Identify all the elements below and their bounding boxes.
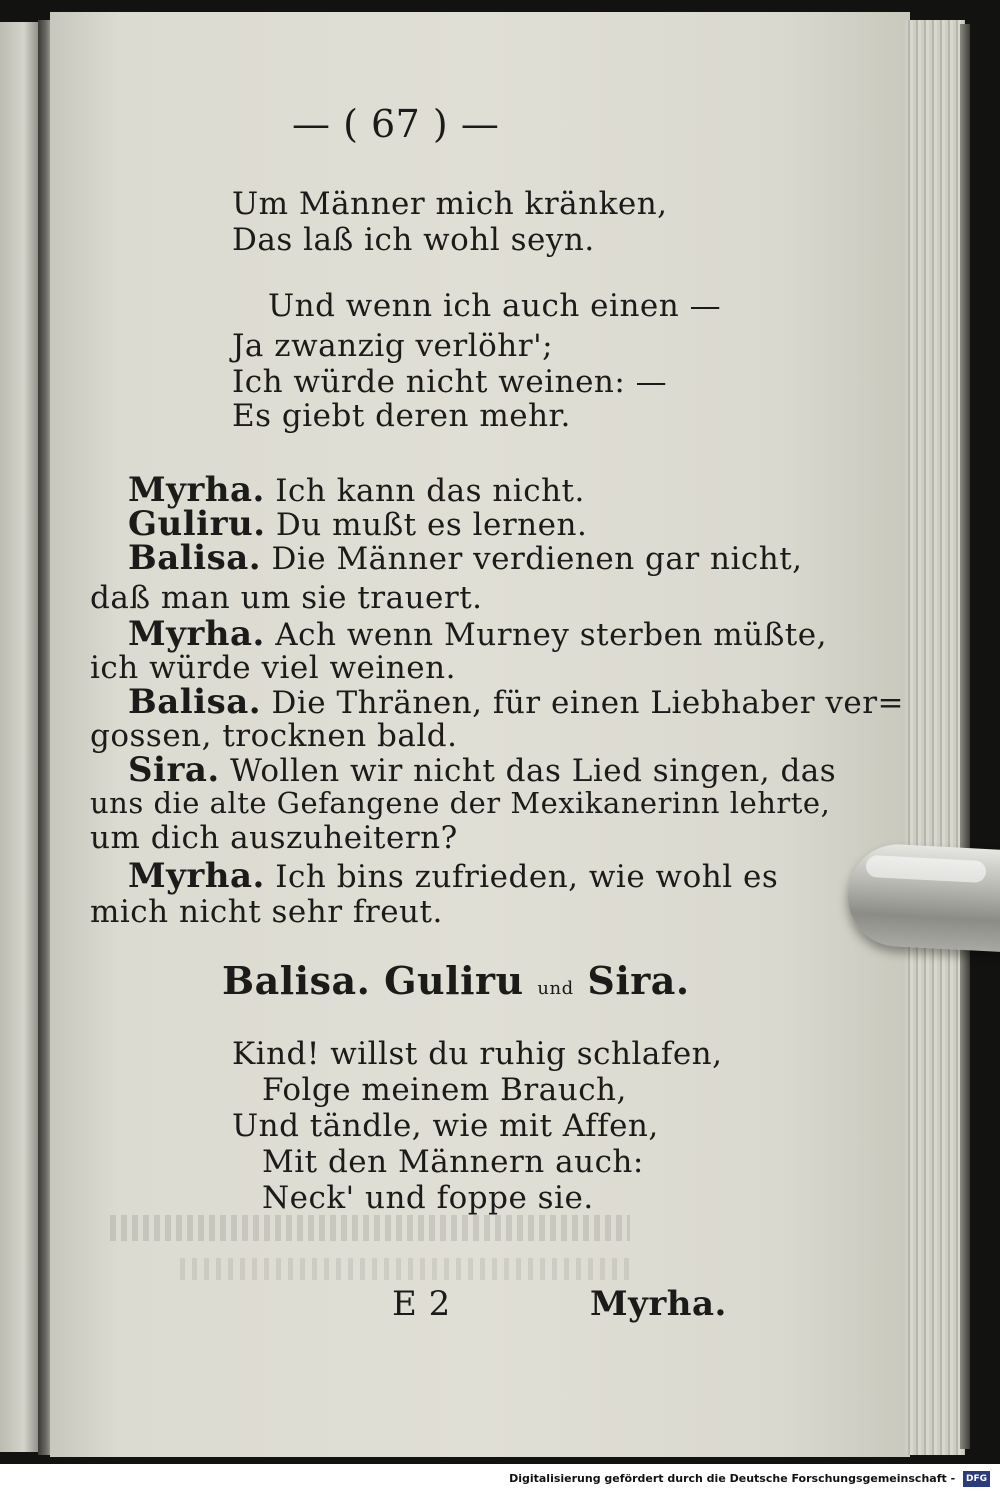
dialogue-continuation: um dich auszuheitern? — [90, 820, 458, 856]
dialogue-line — [128, 682, 904, 722]
verse-line: Ich würde nicht weinen: — — [232, 364, 668, 400]
song-heading — [222, 958, 690, 1003]
dialogue-continuation: uns die alte Gefangene der Mexikanerinn lehrte, — [90, 786, 831, 820]
left-page-edge — [0, 22, 40, 1452]
verse-line: Neck' und foppe sie. — [262, 1180, 594, 1216]
cover-edge — [960, 24, 970, 1449]
speaker-name: Sira. — [128, 750, 220, 790]
page-stack-edges — [905, 20, 965, 1455]
verse-line: Es giebt deren mehr. — [232, 398, 571, 434]
verse-line: Um Männer mich kränken, — [232, 186, 668, 222]
dialogue-text: Ich bins zufrieden, wie wohl es — [275, 859, 779, 895]
dialogue-text: Wollen wir nicht das Lied singen, das — [230, 753, 837, 789]
verse-line: Und wenn ich auch einen — — [268, 288, 722, 324]
song-heading-und: und — [537, 978, 574, 999]
bleed-through-text — [110, 1215, 630, 1241]
dialogue-text: Ach wenn Murney sterben müßte, — [275, 617, 827, 653]
signature-mark: E 2 — [392, 1284, 451, 1324]
dialogue-text: Die Männer verdienen gar nicht, — [271, 541, 803, 577]
dialogue-text: Die Thränen, für einen Liebhaber ver= — [271, 685, 905, 721]
speaker-name: Balisa. — [128, 538, 262, 578]
catchword: Myrha. — [590, 1284, 727, 1324]
dialogue-text: Ich kann das nicht. — [275, 473, 585, 509]
footer-bar — [0, 1464, 1000, 1494]
verse-line: Mit den Männern auch: — [262, 1144, 644, 1180]
verse-line: Und tändle, wie mit Affen, — [232, 1108, 659, 1144]
speaker-name: Guliru. — [128, 504, 266, 544]
song-heading-names: Balisa. Guliru — [222, 958, 524, 1003]
dfg-logo: DFG — [963, 1471, 990, 1487]
verse-line: Kind! willst du ruhig schlafen, — [232, 1036, 723, 1072]
dialogue-line — [128, 614, 827, 654]
dialogue-line — [128, 750, 836, 790]
speaker-name: Myrha. — [128, 856, 265, 896]
verse-line: Ja zwanzig verlöhr'; — [232, 328, 554, 364]
verse-line: Das laß ich wohl seyn. — [232, 222, 595, 258]
speaker-name: Myrha. — [128, 614, 265, 654]
bleed-through-text — [180, 1258, 630, 1280]
speaker-name: Balisa. — [128, 682, 262, 722]
dialogue-line — [128, 856, 778, 896]
verse-line: Folge meinem Brauch, — [262, 1072, 627, 1108]
dialogue-continuation: ich würde viel weinen. — [90, 650, 456, 686]
page-header: — ( 67 ) — — [292, 102, 500, 146]
footer-credit: Digitalisierung gefördert durch die Deutsche Forschungsgemeinschaft - — [509, 1472, 956, 1485]
dialogue-continuation: mich nicht sehr freut. — [90, 894, 443, 930]
dialogue-continuation: daß man um sie trauert. — [90, 580, 483, 616]
song-heading-last: Sira. — [587, 958, 690, 1003]
dialogue-continuation: gossen, trocknen bald. — [90, 718, 458, 754]
dialogue-text: Du mußt es lernen. — [275, 507, 588, 543]
dialogue-line — [128, 538, 803, 578]
speaker-name: Myrha. — [128, 470, 265, 510]
